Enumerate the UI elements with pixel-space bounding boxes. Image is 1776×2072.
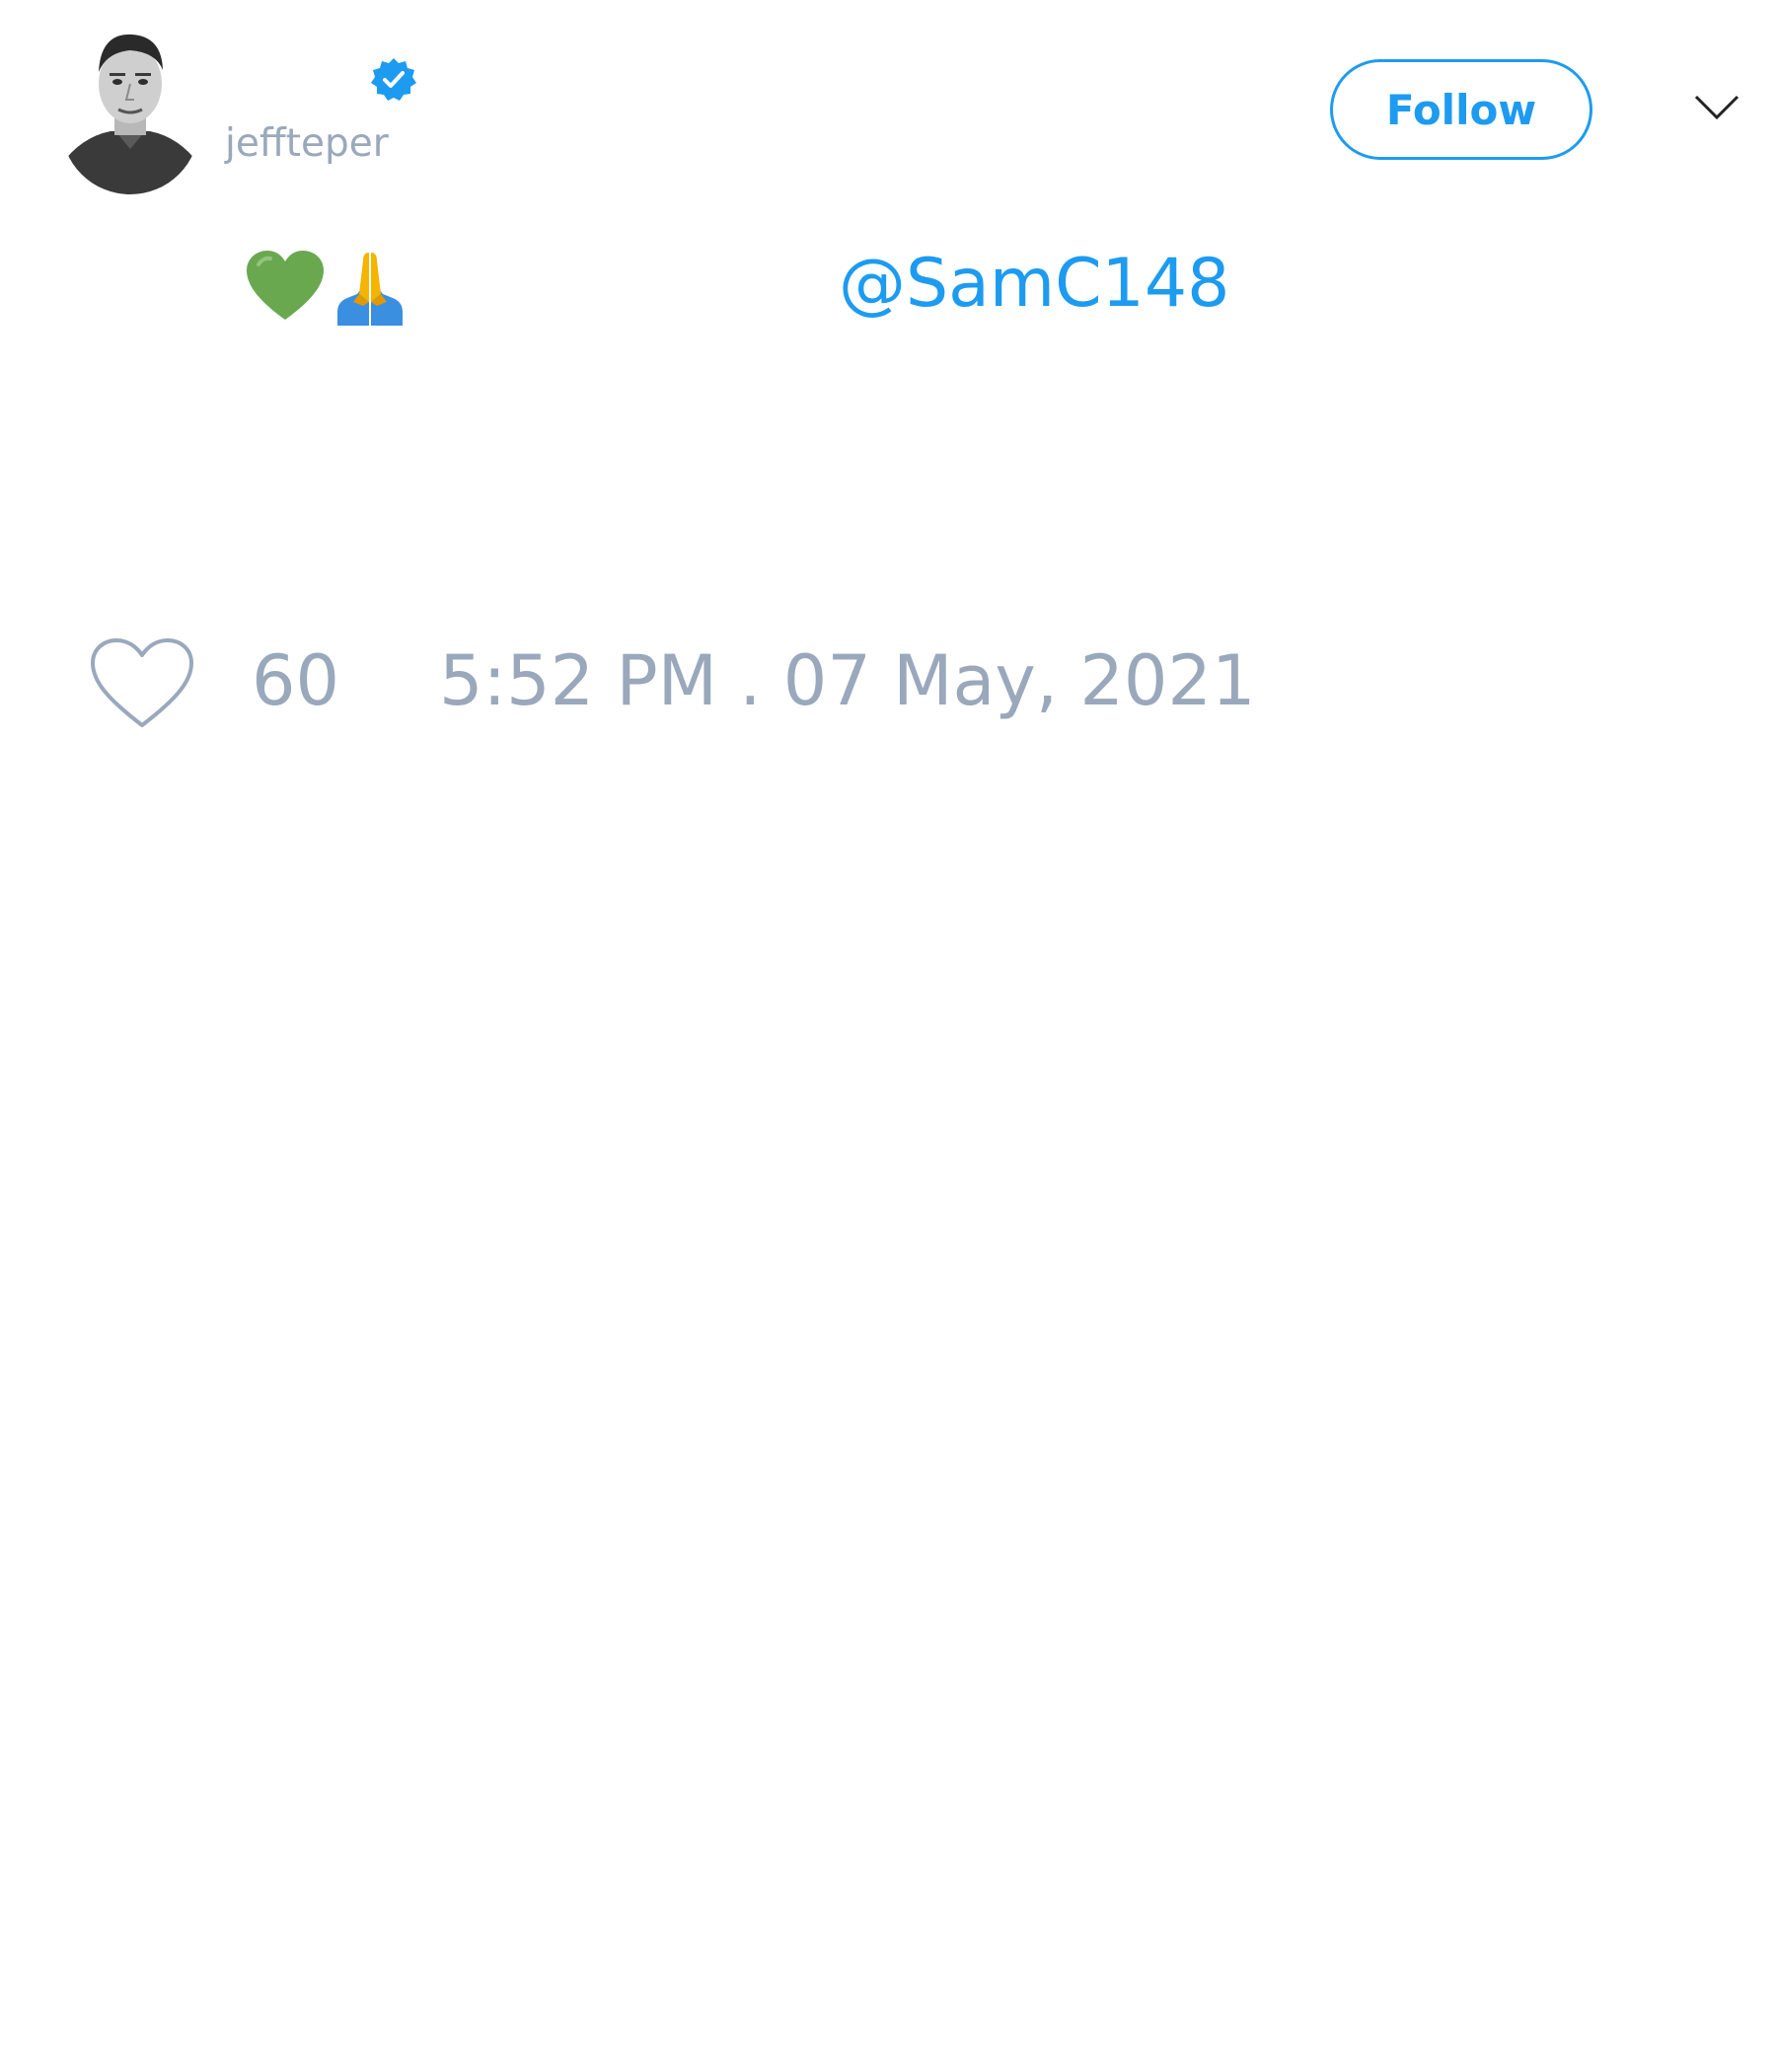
tweet-emojis <box>245 249 410 326</box>
heart-icon[interactable] <box>89 636 195 731</box>
like-count: 60 <box>252 640 340 721</box>
folded-hands-icon <box>330 249 410 326</box>
avatar[interactable] <box>61 27 199 194</box>
chevron-down-icon[interactable] <box>1693 93 1740 122</box>
tweet-timestamp[interactable]: 5:52 PM . 07 May, 2021 <box>439 640 1256 721</box>
verified-badge-icon <box>370 56 417 104</box>
green-heart-icon <box>245 249 326 322</box>
author-handle[interactable]: jeffteper <box>225 121 389 166</box>
mention-link[interactable]: @SamC148 <box>839 245 1230 323</box>
follow-button[interactable]: Follow <box>1330 59 1592 160</box>
